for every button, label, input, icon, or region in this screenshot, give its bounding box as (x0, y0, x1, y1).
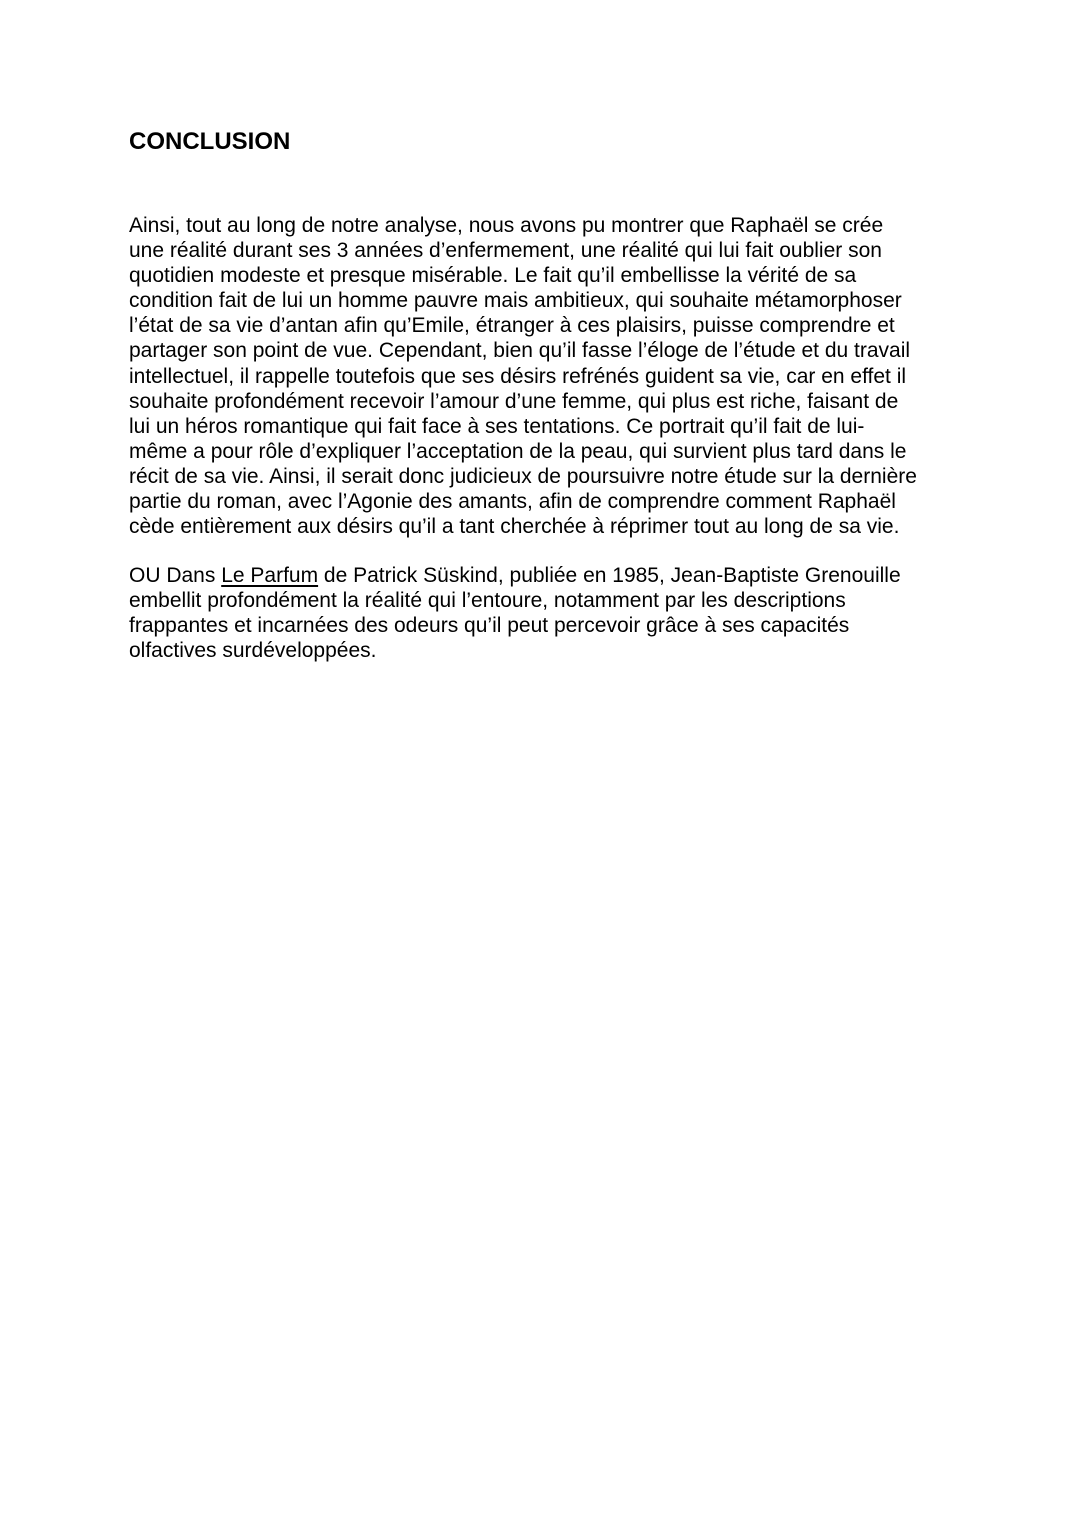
paragraph-line: partager son point de vue. Cependant, bien qu’il fasse l’éloge de l’étude et du travail (129, 339, 911, 363)
conclusion-paragraph (129, 213, 959, 539)
book-title: Le Parfum (221, 564, 319, 587)
paragraph-line: partie du roman, avec l’Agonie des amants, afin de comprendre comment Raphaël (129, 490, 896, 514)
page-title: CONCLUSION (129, 128, 291, 155)
paragraph-line: quotidien modeste et presque misérable. Le fait qu’il embellisse la vérité de sa (129, 264, 857, 288)
paragraph-line: intellectuel, il rappelle toutefois que ses désirs refrénés guident sa vie, car en effet il (129, 364, 907, 388)
paragraph-line (129, 563, 959, 588)
line-suffix: de Patrick Süskind, publiée en 1985, Jean-Baptiste Grenouille (318, 564, 901, 587)
paragraph-line: embellit profondément la réalité qui l’entoure, notamment par les descriptions (129, 589, 846, 613)
paragraph-line: condition fait de lui un homme pauvre mais ambitieux, qui souhaite métamorphoser (129, 289, 902, 313)
paragraph-line: lui un héros romantique qui fait face à ses tentations. Ce portrait qu’il fait de lui- (129, 414, 865, 438)
paragraph-line: l’état de sa vie d’antan afin qu’Emile, étranger à ces plaisirs, puisse comprendre et (129, 314, 895, 338)
paragraph-line: Ainsi, tout au long de notre analyse, nous avons pu montrer que Raphaël se crée (129, 214, 884, 237)
paragraph-line: cède entièrement aux désirs qu’il a tant cherchée à réprimer tout au long de sa vie. (129, 515, 900, 539)
paragraph-line: récit de sa vie. Ainsi, il serait donc judicieux de poursuivre notre étude sur la dernière (129, 464, 917, 488)
line-prefix: OU Dans (129, 564, 222, 587)
paragraph-line: souhaite profondément recevoir l’amour d’une femme, qui plus est riche, faisant de (129, 389, 899, 413)
paragraph-line: olfactives surdéveloppées. (129, 639, 377, 663)
paragraph-line: même a pour rôle d’expliquer l’acceptation de la peau, qui survient plus tard dans le (129, 439, 907, 463)
paragraph-line: frappantes et incarnées des odeurs qu’il peut percevoir grâce à ses capacités (129, 614, 850, 638)
alternative-paragraph (129, 563, 959, 663)
paragraph-line: une réalité durant ses 3 années d’enfermement, une réalité qui lui fait oublier son (129, 239, 882, 263)
